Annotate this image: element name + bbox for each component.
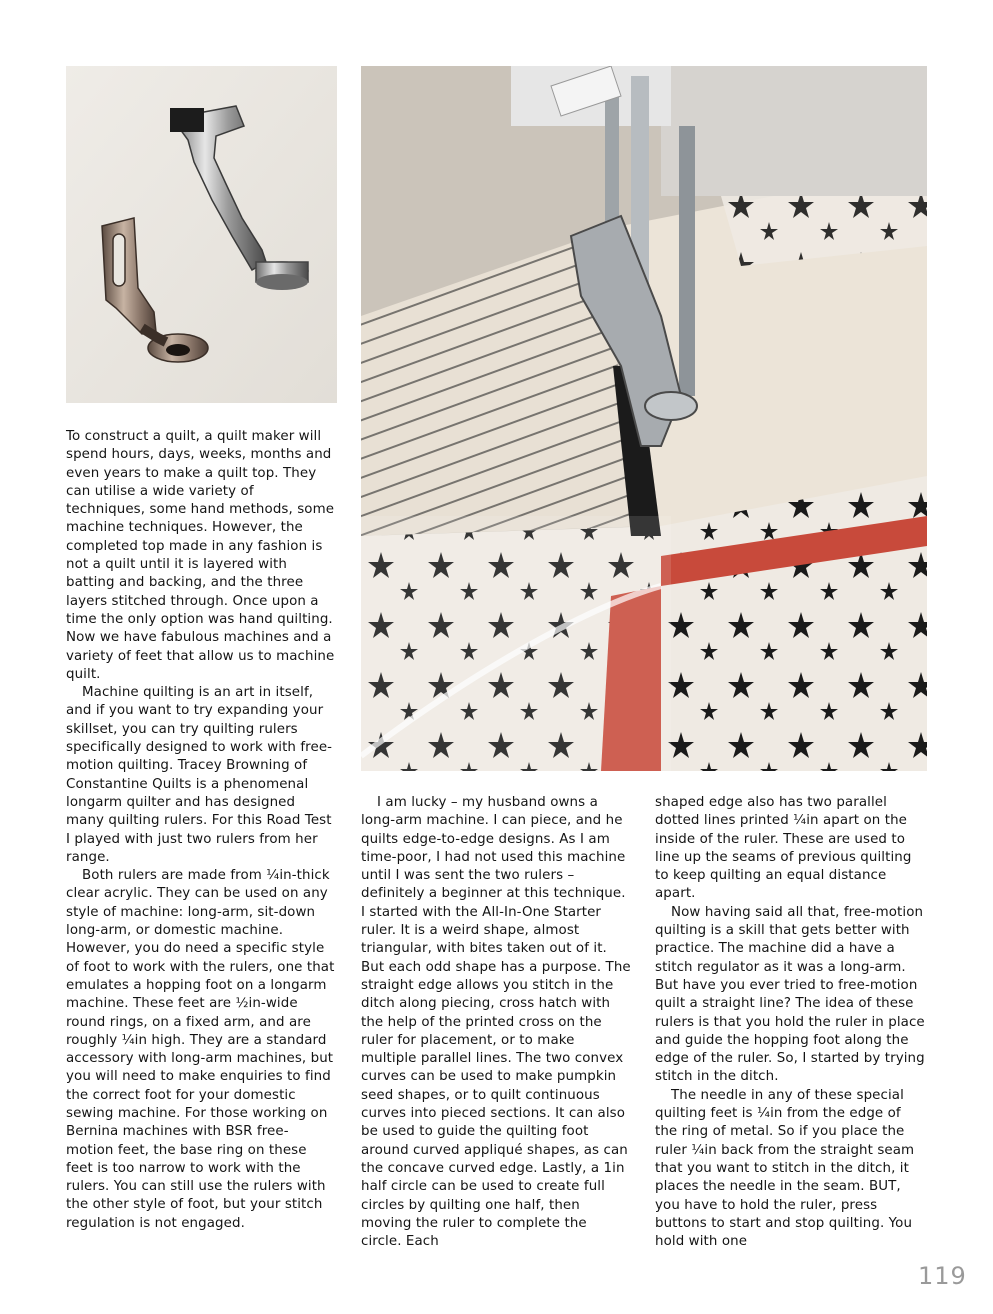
presser-feet-illustration <box>66 66 337 403</box>
text-column-2 <box>361 794 631 1251</box>
paragraph: I am lucky – my husband owns a long-arm machine. I can piece, and he quilts edge-to-edge designs. As I am time-poor, I had not used this machine until I was sent the two rulers – definitely a beginner at this technique. I started with the All-In-One Starter ruler. It is a weird shape, almost triangular, with bites taken out of it. But each odd shape has a purpose. The straight edge allows you stitch in the ditch along piecing, cross hatch with the help of the printed cross on the ruler for placement, or to make multiple parallel lines. The two convex curves can be used to make pumpkin seed shapes, or to quilt continuous curves into pieced sections. It can also be used to guide the quilting foot around curved appliqué shapes, as can the concave curved edge. Lastly, a 1in half circle can be used to create full circles by quilting one half, then moving the ruler to complete the circle. Each <box>361 795 631 1250</box>
page-number: 119 <box>918 1262 967 1290</box>
paragraph: Machine quilting is an art in itself, and if you want to try expanding your skillset, you can try quilting rulers specifically designed to work with free-motion quilting. Tracey Browning of Constantine Quilts is a phenomenal longarm quilter and has designed many quilting rulers. For this Road Test I played with just two rulers from her range. <box>66 685 333 865</box>
machine-quilting-illustration <box>361 66 927 771</box>
paragraph: Both rulers are made from ¼in-thick clear acrylic. They can be used on any style of machine: long-arm, sit-down long-arm, or domestic machine. However, you do need a specific style of foot to work with the rulers, one that emulates a hopping foot on a longarm machine. These feet are ½in-wide round rings, on a fixed arm, and are roughly ¼in high. They are a standard accessory with long-arm machines, but you will need to make enquiries to find the correct foot for your domestic sewing machine. For those working on Bernina machines with BSR free-motion feet, the base ring on these feet is too narrow to work with the rulers. You can still use the rulers with the other style of foot, but your stitch regulation is not engaged. <box>66 868 335 1231</box>
text-column-3 <box>655 794 927 1251</box>
paragraph: Now having said all that, free-motion quilting is a skill that gets better with practice. The machine did a have a stitch regulator as it was a long-arm. But have you ever tried to free-motion quilt a straight line? The idea of these rulers is that you hold the ruler in place and guide the hopping foot along the edge of the ruler. So, I started by trying stitch in the ditch. <box>655 904 925 1085</box>
paragraph: To construct a quilt, a quilt maker will spend hours, days, weeks, months and even years to make a quilt top. They can utilise a wide variety of techniques, some hand methods, some machine techniques. However, the completed top made in any fashion is not a quilt until it is layered with batting and backing, and the three layers stitched through. Once upon a time the only option was hand quilting. Now we have fabulous machines and a variety of feet that allow us to machine quilt. <box>66 429 335 682</box>
machine-quilting-photo <box>361 66 927 771</box>
text-column-1 <box>66 428 336 1233</box>
presser-feet-photo <box>66 66 337 403</box>
paragraph: shaped edge also has two parallel dotted lines printed ¼in apart on the inside of the ruler. These are used to line up the seams of previous quilting to keep quilting an equal distance apart. <box>655 795 912 902</box>
paragraph: The needle in any of these special quilting feet is ¼in from the edge of the ring of metal. So if you place the ruler ¼in back from the straight seam that you want to stitch in the ditch, it places the needle in the seam. BUT, you have to hold the ruler, press buttons to start and stop quilting. You hold with one <box>655 1087 915 1250</box>
